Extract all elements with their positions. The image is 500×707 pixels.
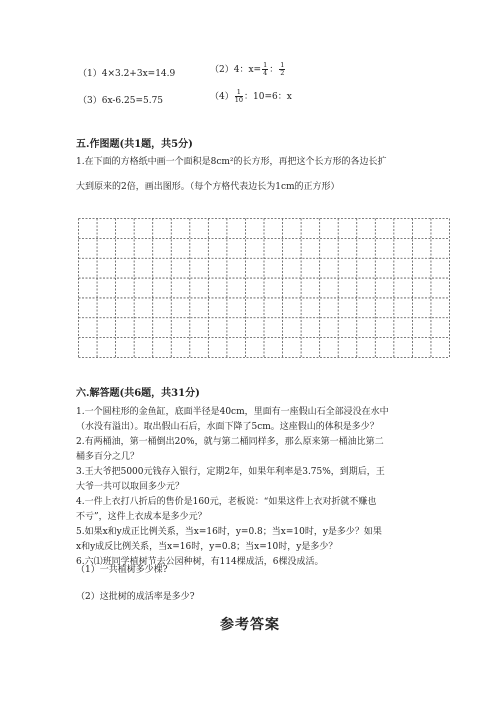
question-line: x和y成反比例关系，当x=16时，y=0.8；当x=10时，y是多少？: [76, 542, 338, 552]
question-line: 大爷一共可以取回多少元？: [76, 482, 185, 492]
equation-4-suffix: ：10=6：x: [244, 92, 292, 102]
section-6-questions: [76, 405, 389, 570]
sub-question-2: （2）这批树的成活率是多少?: [76, 592, 195, 602]
fraction-numerator: 1: [280, 61, 285, 69]
answer-key-heading: 参考答案: [220, 617, 280, 633]
equation-2-prefix: （2）4：x=: [210, 65, 262, 75]
fraction-denominator: 4: [263, 69, 268, 77]
fraction-numerator: 1: [235, 89, 243, 97]
fraction-quarter: [262, 62, 268, 77]
section-6-title: 六.解答题(共6题，共31分): [76, 388, 200, 399]
sub-question-1: （1）一共植树多少棵?: [76, 565, 168, 575]
equation-4: [210, 89, 292, 104]
question-line: 6.六⑴班同学植树节去公园种树，有114棵成活，6棵没成活。: [76, 557, 324, 567]
section-5-question-line-1: 1.在下面的方格纸中画一个面积是8cm²的长方形，再把这个长方形的各边长扩: [76, 157, 387, 167]
fraction-numerator: 1: [263, 61, 268, 69]
question-line: 不亏”，这件上衣成本是多少元？: [76, 512, 207, 522]
question-line: 5.如果x和y成正比例关系，当x=16时，y=0.8；当x=10时，y是多少？如果: [76, 527, 382, 537]
question-line: 1.一个圆柱形的金鱼缸，底面半径是40cm，里面有一座假山石全部浸没在水中: [76, 407, 389, 417]
question-line: 4.一件上衣打八折后的售价是160元，老板说：“如果这件上衣对折就不赚也: [76, 497, 377, 507]
question-line: 2.有两桶油，第一桶倒出20%，就与第二桶同样多，那么原来第一桶油比第二: [76, 437, 384, 447]
question-line: 桶多百分之几？: [76, 452, 140, 462]
equation-3: （3）6x-6.25=5.75: [78, 96, 164, 106]
equation-2-ratio-sign: ：: [269, 65, 279, 75]
equation-4-prefix: （4）: [210, 92, 234, 102]
question-line: 3.王大爷把5000元钱存入银行，定期2年，如果年利率是3.75%，到期后，王: [76, 467, 385, 477]
section-5-title: 五.作图题(共1题，共5分): [76, 139, 193, 150]
equation-2: [210, 62, 286, 77]
fraction-tenth: [235, 89, 243, 104]
equation-1: （1）4×3.2+3x=14.9: [78, 69, 176, 79]
fraction-denominator: 10: [234, 96, 244, 104]
fraction-denominator: 2: [280, 69, 285, 77]
question-line: （水没有溢出）。取出假山石后，水面下降了5cm。这座假山的体积是多少？: [76, 422, 379, 432]
section-5-question-line-2: 大到原来的2倍，画出图形。（每个方格代表边长为1cm的正方形）: [76, 182, 340, 192]
graph-paper-grid[interactable]: [78, 218, 450, 358]
fraction-half: [279, 62, 285, 77]
